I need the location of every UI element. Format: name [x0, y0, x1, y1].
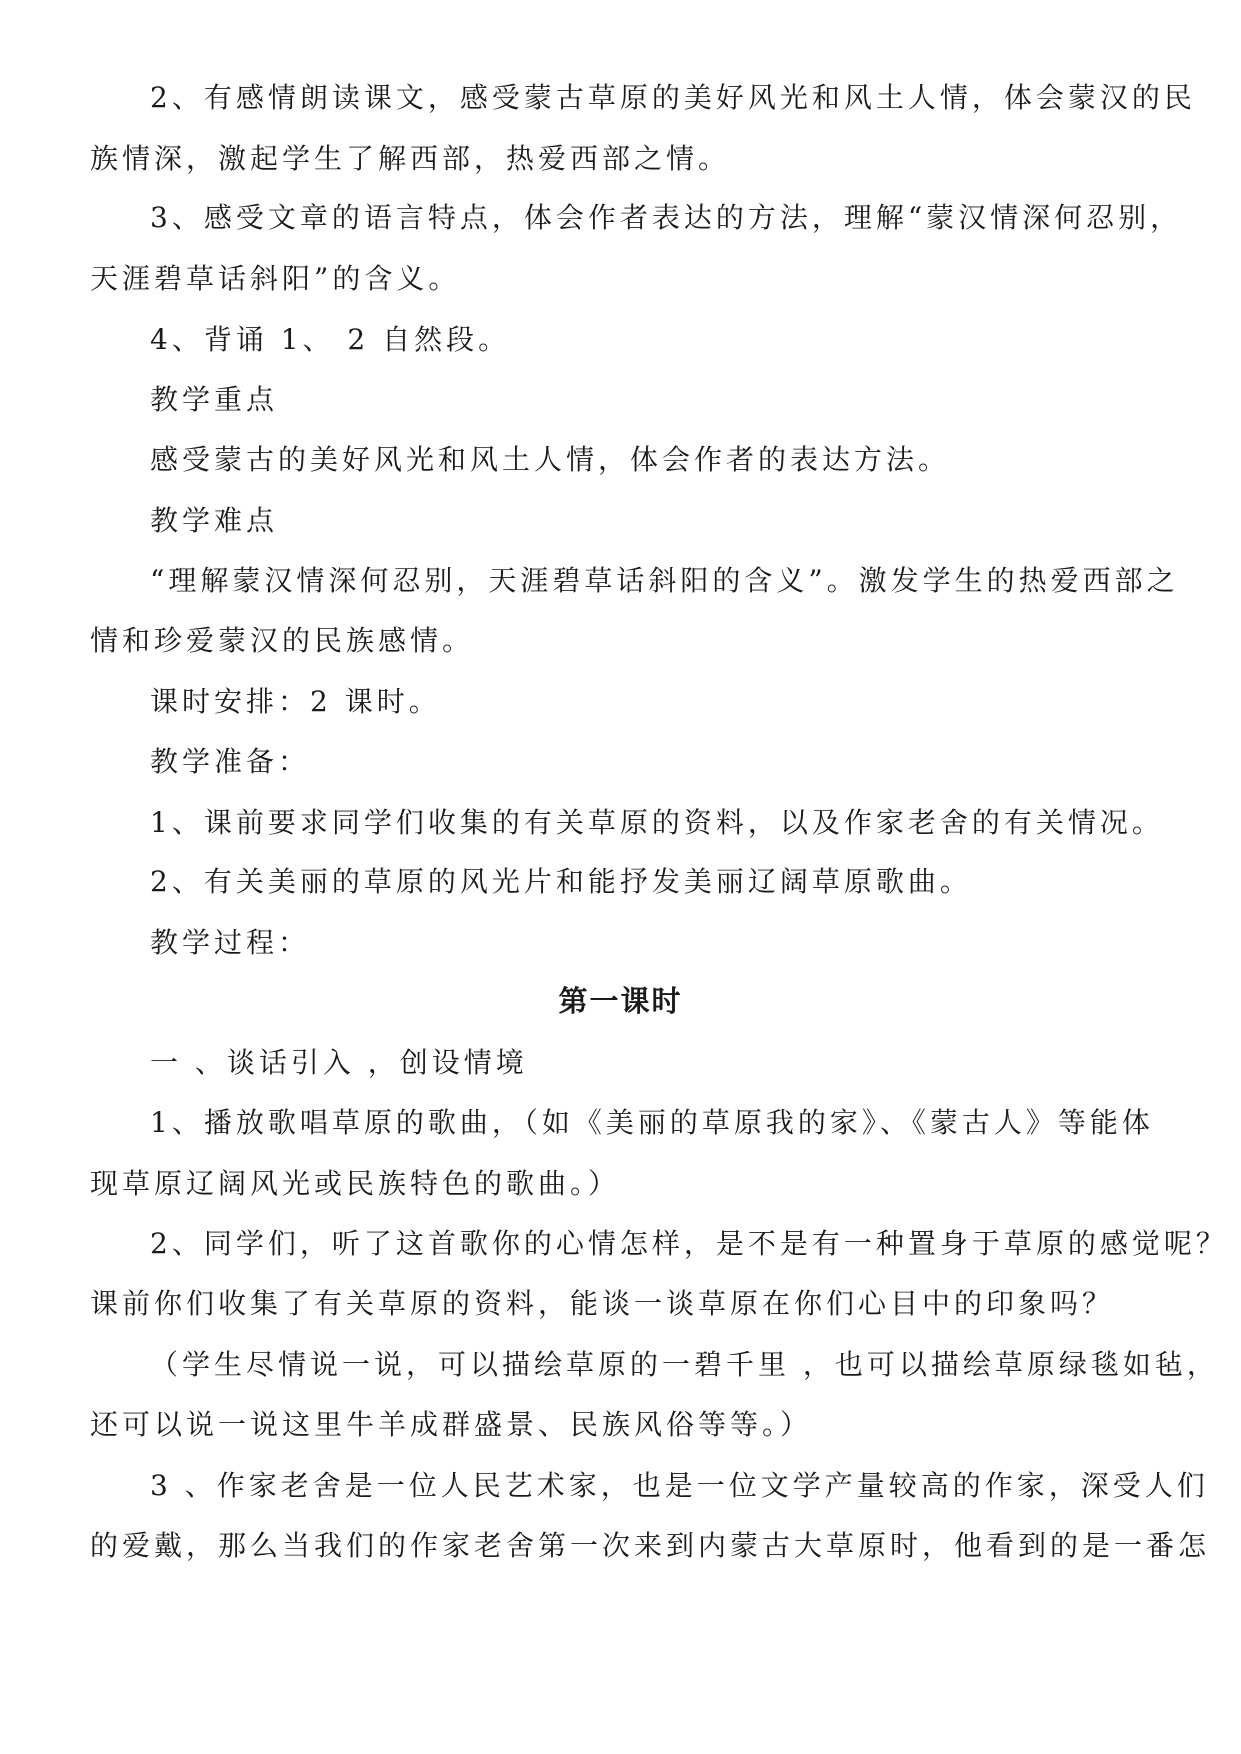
- preparation-item-1: 1、课前要求同学们收集的有关草原的资料，以及作家老舍的有关情况。: [150, 806, 1164, 839]
- difficulties-heading: 教学难点: [150, 504, 279, 537]
- lesson-title: 第一课时: [558, 984, 683, 1018]
- process-heading: 教学过程：: [150, 926, 311, 959]
- step-2-line-1: 2、同学们，听了这首歌你的心情怎样，是不是有一种置身于草原的感觉呢？: [150, 1227, 1228, 1260]
- key-points-text: 感受蒙古的美好风光和风土人情，体会作者的表达方法。: [150, 443, 951, 476]
- step-2-note-line-1: （学生尽情说一说，可以描绘草原的一碧千里 ，也可以描绘草原绿毯如毡，: [150, 1348, 1219, 1381]
- objective-2-line-2: 族情深，激起学生了解西部，热爱西部之情。: [90, 142, 731, 175]
- step-3-line-1: 3 、作家老舍是一位人民艺术家，也是一位文学产量较高的作家，深受人们: [150, 1469, 1209, 1502]
- objective-2-line-1: 2、有感情朗读课文，感受蒙古草原的美好风光和风土人情，体会蒙汉的民: [150, 81, 1196, 114]
- schedule-line: 课时安排：2 课时。: [150, 685, 441, 718]
- objective-3-line-2: 天涯碧草话斜阳”的含义。: [90, 262, 461, 295]
- difficulties-text-line-1: “理解蒙汉情深何忍别，天涯碧草话斜阳的含义”。激发学生的热爱西部之: [150, 564, 1179, 597]
- step-1-line-1: 1、播放歌唱草原的歌曲，（如《美丽的草原我的家》、《蒙古人》等能体: [150, 1106, 1154, 1139]
- objective-3-line-1: 3、感受文章的语言特点，体会作者表达的方法，理解“蒙汉情深何忍别，: [150, 201, 1183, 234]
- preparation-heading: 教学准备：: [150, 745, 311, 778]
- key-points-heading: 教学重点: [150, 383, 279, 416]
- preparation-item-2: 2、有关美丽的草原的风光片和能抒发美丽辽阔草原歌曲。: [150, 865, 972, 898]
- difficulties-text-line-2: 情和珍爱蒙汉的民族感情。: [90, 624, 475, 657]
- step-3-line-2: 的爱戴，那么当我们的作家老舍第一次来到内蒙古大草原时，他看到的是一番怎: [90, 1529, 1211, 1562]
- step-2-line-2: 课前你们收集了有关草原的资料，能谈一谈草原在你们心目中的印象吗？: [90, 1287, 1115, 1320]
- section-1-heading: 一 、谈话引入 ，创设情境: [150, 1046, 528, 1079]
- step-2-note-line-2: 还可以说一说这里牛羊成群盛景、民族风俗等等。）: [90, 1408, 813, 1441]
- step-1-line-2: 现草原辽阔风光或民族特色的歌曲。）: [90, 1167, 621, 1200]
- objective-4-line: 4、背诵 1、 2 自然段。: [150, 323, 511, 356]
